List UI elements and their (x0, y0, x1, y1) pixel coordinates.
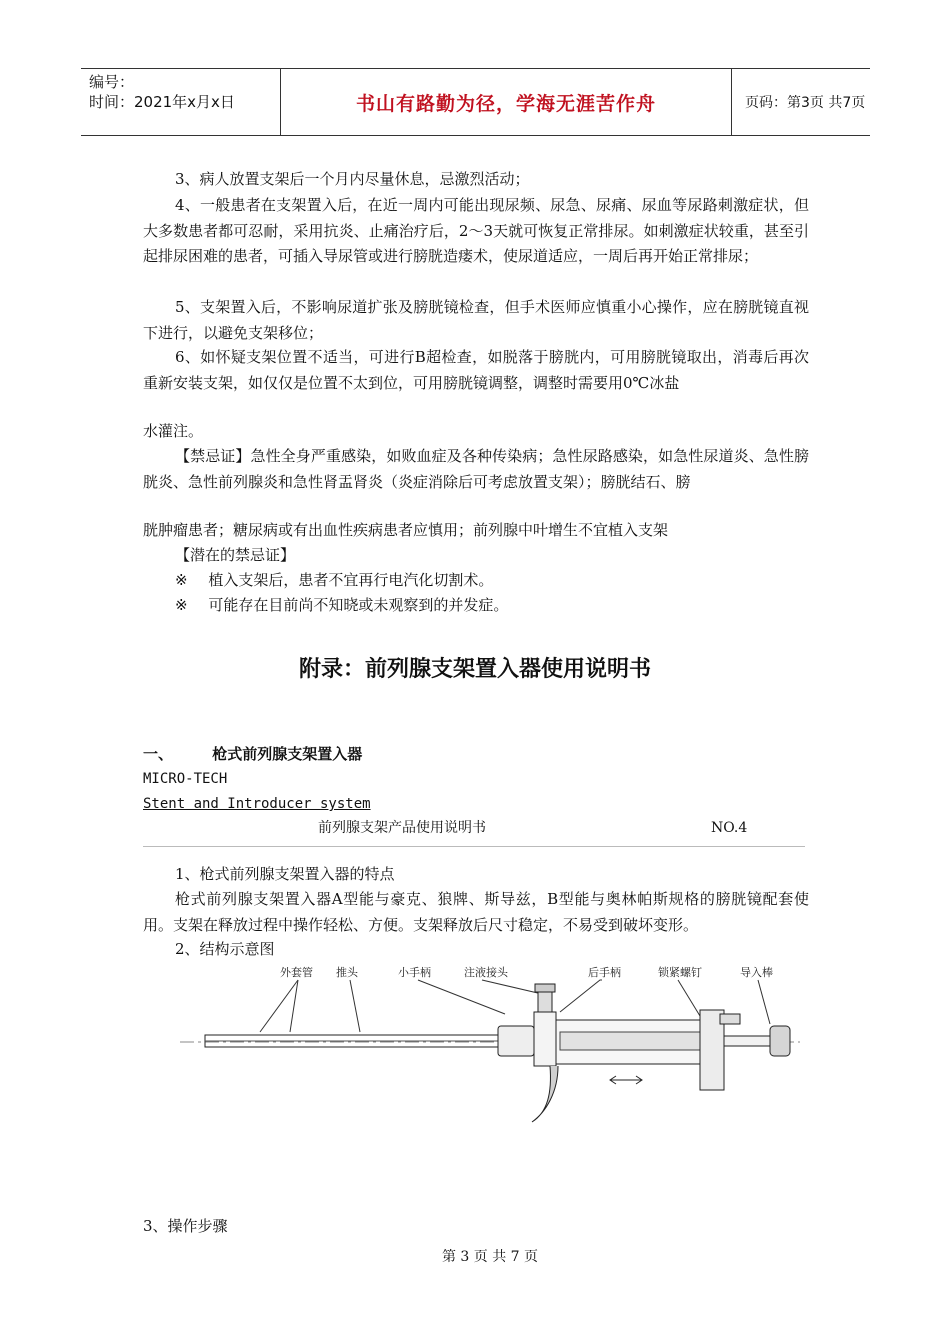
label-outer-sheath: 外套管 (280, 966, 313, 979)
system-name: Stent and Introducer system (143, 796, 371, 812)
label-lock-screw: 锁紧螺钉 (658, 966, 702, 979)
doc-time: 时间：2021年x月x日 (89, 93, 235, 111)
introducer-structure-diagram (180, 962, 800, 1142)
bullet-text: 植入支架后，患者不宜再行电汽化切割术。 (208, 571, 494, 589)
paragraph-6-cont: 水灌注。 (143, 422, 204, 440)
header-motto: 书山有路勤为径，学海无涯苦作舟 (355, 92, 656, 115)
manual-title: 前列腺支架产品使用说明书 (318, 820, 486, 836)
manual-number: NO.4 (711, 820, 748, 836)
subsection-1-title: 1、枪式前列腺支架置入器的特点 (175, 865, 395, 883)
bullet-mark: ※ (175, 596, 188, 614)
label-guide-rod: 导入棒 (740, 966, 773, 979)
subsection-3-title: 3、操作步骤 (143, 1217, 228, 1235)
header-meta (81, 69, 281, 135)
subsection-2-title: 2、结构示意图 (175, 940, 275, 958)
label-small-handle: 小手柄 (398, 966, 431, 979)
section-title: 枪式前列腺支架置入器 (212, 745, 363, 763)
potential-contraindications-heading: 【潜在的禁忌证】 (175, 546, 296, 564)
label-pusher: 推头 (336, 966, 358, 979)
brand-name: MICRO-TECH (143, 771, 228, 787)
header-motto-cell (281, 69, 732, 135)
bullet-item (175, 593, 508, 618)
bullet-item (175, 568, 493, 593)
bullet-mark: ※ (175, 571, 188, 589)
label-rear-handle: 后手柄 (588, 966, 621, 979)
doc-number: 编号： (89, 73, 135, 91)
paragraph-4: 4、一般患者在支架置入后，在近一周内可能出现尿频、尿急、尿痛、尿血等尿路刺激症状，但大多数患者都可忍耐，采用抗炎、止痛治疗后，2～3天就可恢复正常排尿。如刺激症状较重，甚至引起排尿困难的患者，可插入导尿管或进行膀胱造瘘术，使尿道适应，一周后再开始正常排尿； (143, 196, 809, 265)
bullet-text: 可能存在目前尚不知晓或未观察到的并发症。 (208, 596, 509, 614)
label-injection-joint: 注液接头 (464, 966, 508, 979)
subsection-1-text: 枪式前列腺支架置入器A型能与豪克、狼牌、斯导兹，B型能与奥林帕斯规格的膀胱镜配套使用。支架在释放过程中操作轻松、方便。支架释放后尺寸稳定，不易受到破坏变形。 (143, 890, 809, 934)
section-number: 一、 (143, 745, 174, 763)
section-heading (143, 742, 362, 767)
contraindications-cont: 胱肿瘤患者；糖尿病或有出血性疾病患者应慎用；前列腺中叶增生不宜植入支架 (143, 521, 669, 539)
page-header (81, 68, 870, 136)
header-page-info: 页码：第3页 共7页 (745, 95, 866, 111)
paragraph-3: 3、病人放置支架后一个月内尽量休息，忌激烈活动； (175, 170, 530, 188)
appendix-title: 附录：前列腺支架置入器使用说明书 (298, 657, 651, 682)
divider (143, 846, 805, 847)
contraindications: 【禁忌证】急性全身严重感染，如败血症及各种传染病；急性尿路感染，如急性尿道炎、急性膀胱炎、急性前列腺炎和急性肾盂肾炎（炎症消除后可考虑放置支架）；膀胱结石、膀 (143, 447, 809, 491)
paragraph-6: 6、如怀疑支架位置不适当，可进行B超检查，如脱落于膀胱内，可用膀胱镜取出，消毒后再次重新安装支架，如仅仅是位置不太到位，可用膀胱镜调整，调整时需要用0℃冰盐 (143, 348, 809, 392)
paragraph-5: 5、支架置入后，不影响尿道扩张及膀胱镜检查，但手术医师应慎重小心操作，应在膀胱镜直视下进行，以避免支架移位； (143, 298, 809, 342)
page-footer: 第 3 页 共 7 页 (441, 1249, 539, 1265)
